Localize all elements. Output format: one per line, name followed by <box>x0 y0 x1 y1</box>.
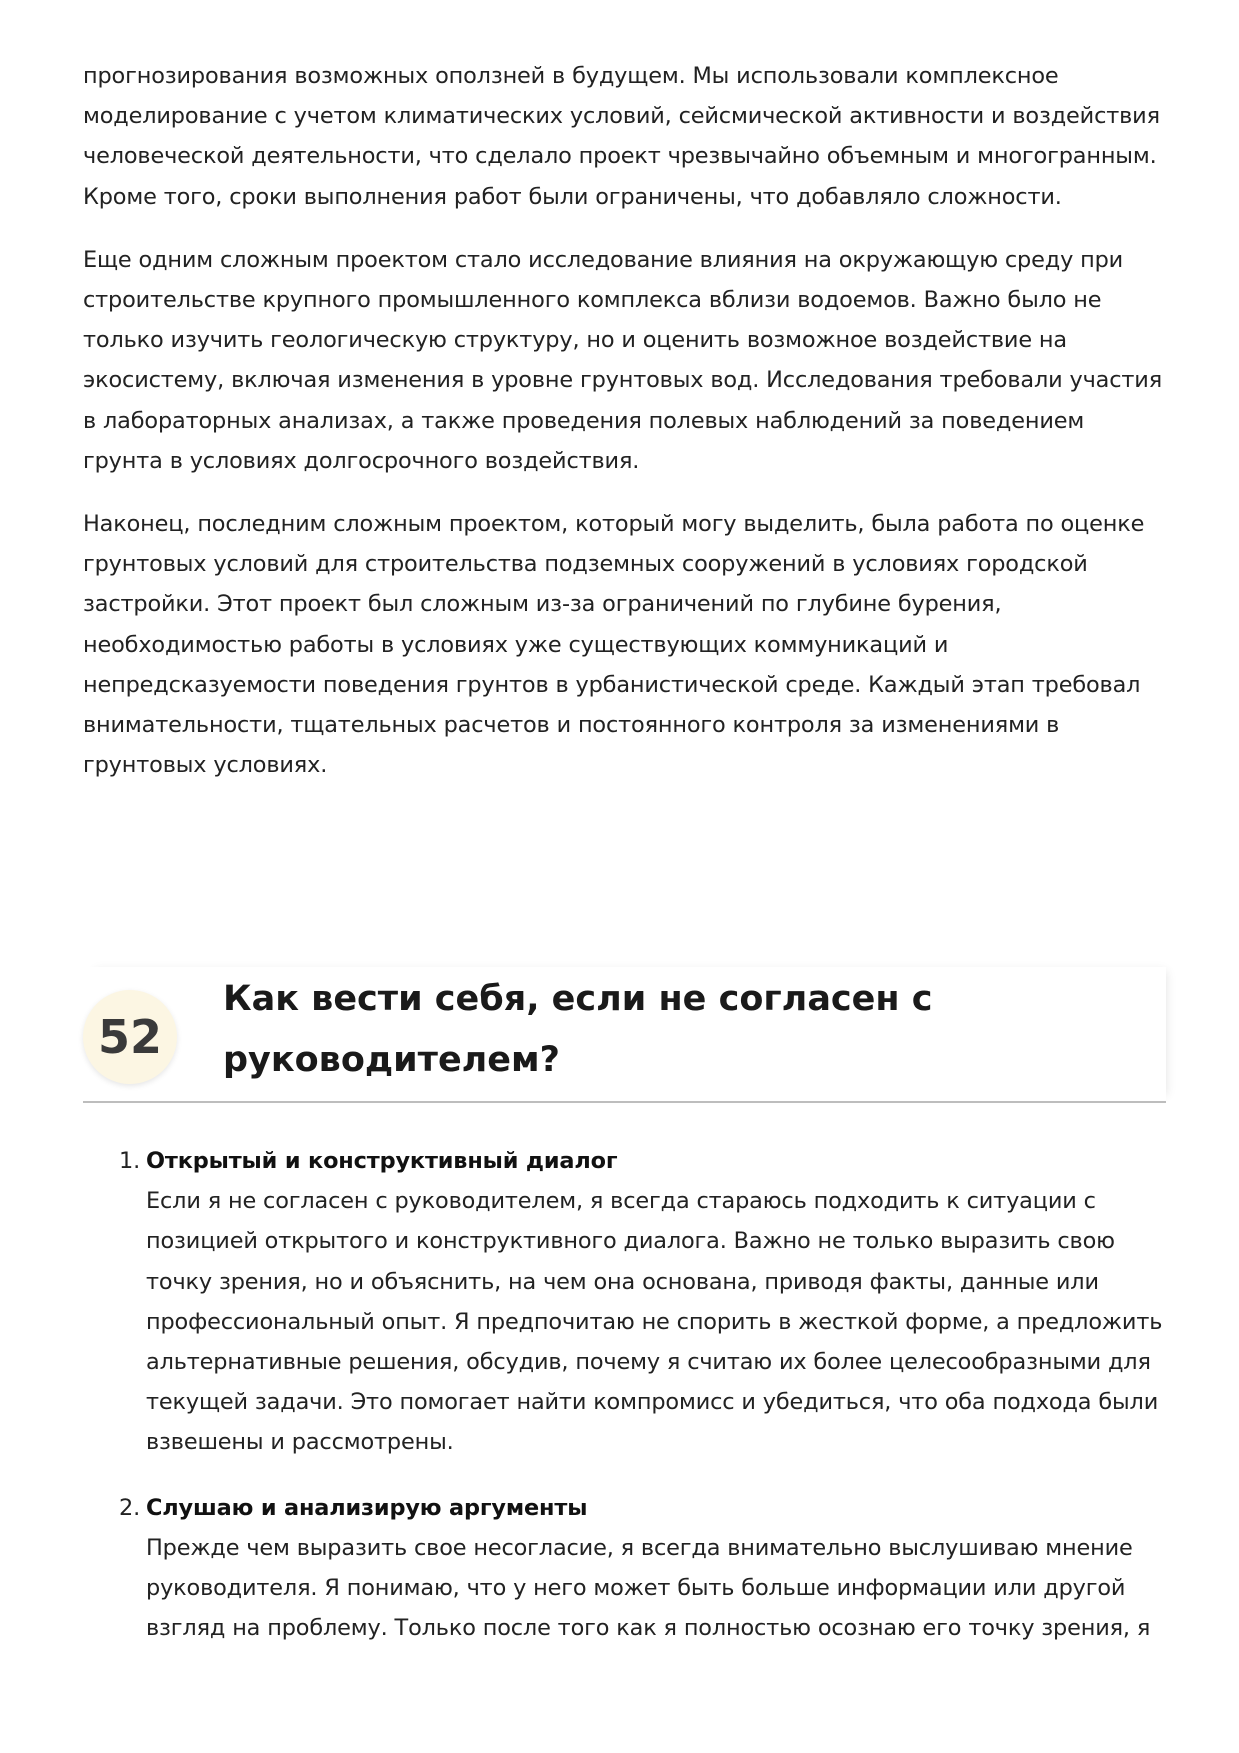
list-item-number: 1. <box>119 1148 141 1174</box>
question-title: Как вести себя, если не согласен с руководителем? <box>223 979 933 1080</box>
list-item-heading: Открытый и конструктивный диалог <box>146 1148 618 1174</box>
paragraph: Еще одним сложным проектом стало исследование влияния на окружающую среду при строительстве крупного промышленного комплекса вблизи водоемов. Важно было не только изучить геологическую структуру, но и оценить возможное воздействие на экосистему, включая изменения в уровне грунтовых вод. Исследования требовали участия в лабораторных анализах, а также проведения полевых наблюдений за поведением грунта в условиях долгосрочного воздействия. <box>83 246 1163 474</box>
list-item-number: 2. <box>119 1494 141 1521</box>
question-header <box>83 967 1166 1103</box>
list-item-text: Если я не согласен с руководителем, я всегда стараюсь подходить к ситуации с позицией открытого и конструктивного диалога. Важно не только выразить свою точку зрения, но и объяснить, на чем она основана, приводя факты, данные или профессиональный опыт. Я предпочитаю не спорить в жесткой форме, а предложить альтернативные решения, обсудив, почему я считаю их более целесообразными для текущей задачи. Это помогает найти компромисс и убедиться, что оба подхода были взвешены и рассмотрены. <box>146 1188 1163 1456</box>
answer-list <box>83 1141 1168 1673</box>
list-item <box>83 1488 1168 1649</box>
paragraph: Наконец, последним сложным проектом, который могу выделить, была работа по оценке грунтовых условий для строительства подземных сооружений в условиях городской застройки. Этот проект был сложным из-за ограничений по глубине бурения, необходимостью работы в условиях уже существующих коммуникаций и непредсказуемости поведения грунтов в урбанистической среде. Каждый этап требовал внимательности, тщательных расчетов и постоянного контроля за изменениями в грунтовых условиях. <box>83 511 1145 779</box>
list-item-heading: Слушаю и анализирую аргументы <box>146 1494 588 1521</box>
list-item <box>83 1141 1168 1463</box>
paragraph: прогнозирования возможных оползней в будущем. Мы использовали комплексное моделирование с учетом климатических условий, сейсмической активности и воздействия человеческой деятельности, что сделало проект чрезвычайно объемным и многогранным. Кроме того, сроки выполнения работ были ограничены, что добавляло сложности. <box>83 63 1160 210</box>
list-item-text: Прежде чем выразить свое несогласие, я всегда внимательно выслушиваю мнение руководителя. Я понимаю, что у него может быть больше информации или другой взгляд на проблему. Только после того как я полностью осознаю его точку зрения, я <box>146 1534 1151 1642</box>
intro-text <box>83 56 1168 808</box>
question-number-badge: 52 <box>83 990 177 1084</box>
